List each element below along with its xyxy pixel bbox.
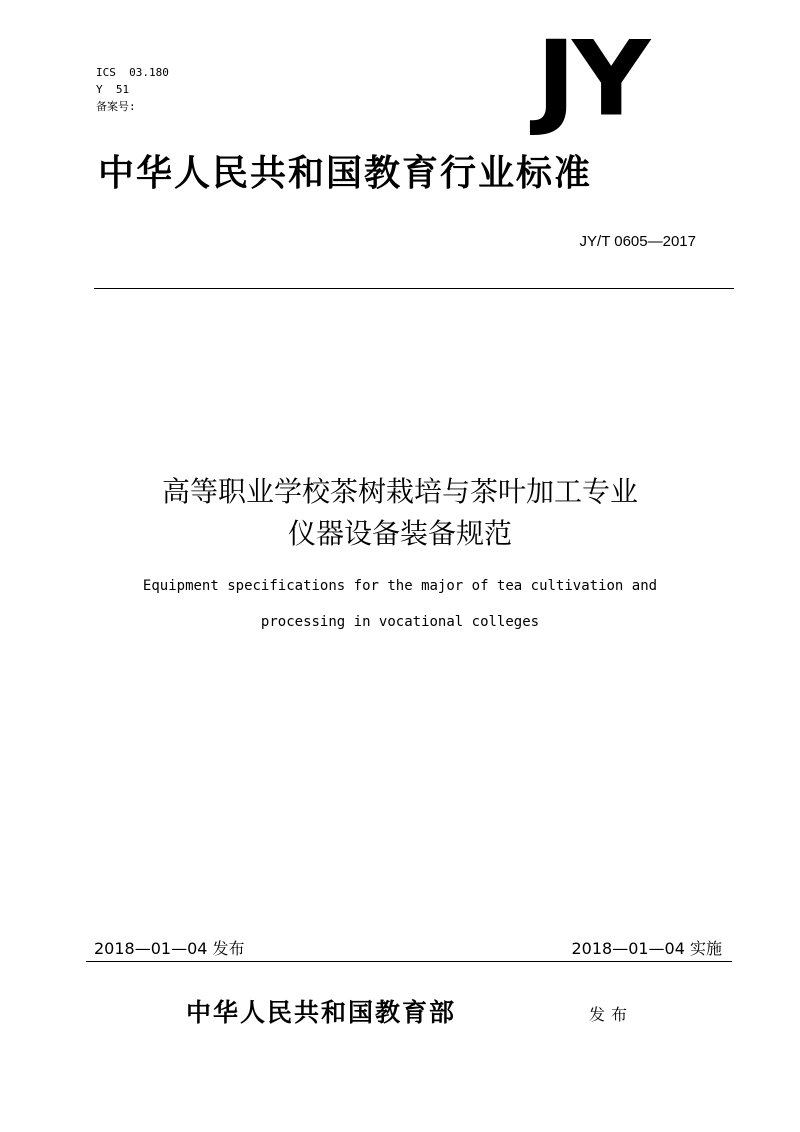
issue-date: 2018—01—04 发布 — [94, 939, 245, 958]
document-title-cn-line-2: 仪器设备装备规范 — [287, 517, 512, 550]
document-title-en-line-2: processing in vocational colleges — [260, 614, 540, 630]
ccs-code: Y 51 — [96, 83, 130, 96]
top-divider — [94, 288, 734, 289]
standard-category-title: 中华人民共和国教育行业标准 — [98, 153, 593, 194]
ics-code: ICS 03.180 — [96, 66, 169, 79]
classification-block — [96, 64, 169, 115]
issuing-authority: 中华人民共和国教育部 — [186, 998, 457, 1027]
issued-label: 发布 — [589, 1005, 634, 1024]
document-title-en-line-1: Equipment specifications for the major of tea cultivation and — [142, 578, 658, 594]
document-title-cn-line-1: 高等职业学校茶树栽培与茶叶加工专业 — [161, 475, 638, 508]
standard-number: JY/T 0605—2017 — [579, 233, 696, 250]
filing-number-label: 备案号: — [96, 100, 136, 113]
jy-logo: JY — [536, 19, 647, 140]
bottom-divider — [86, 961, 732, 962]
implementation-date: 2018—01—04 实施 — [571, 939, 722, 958]
